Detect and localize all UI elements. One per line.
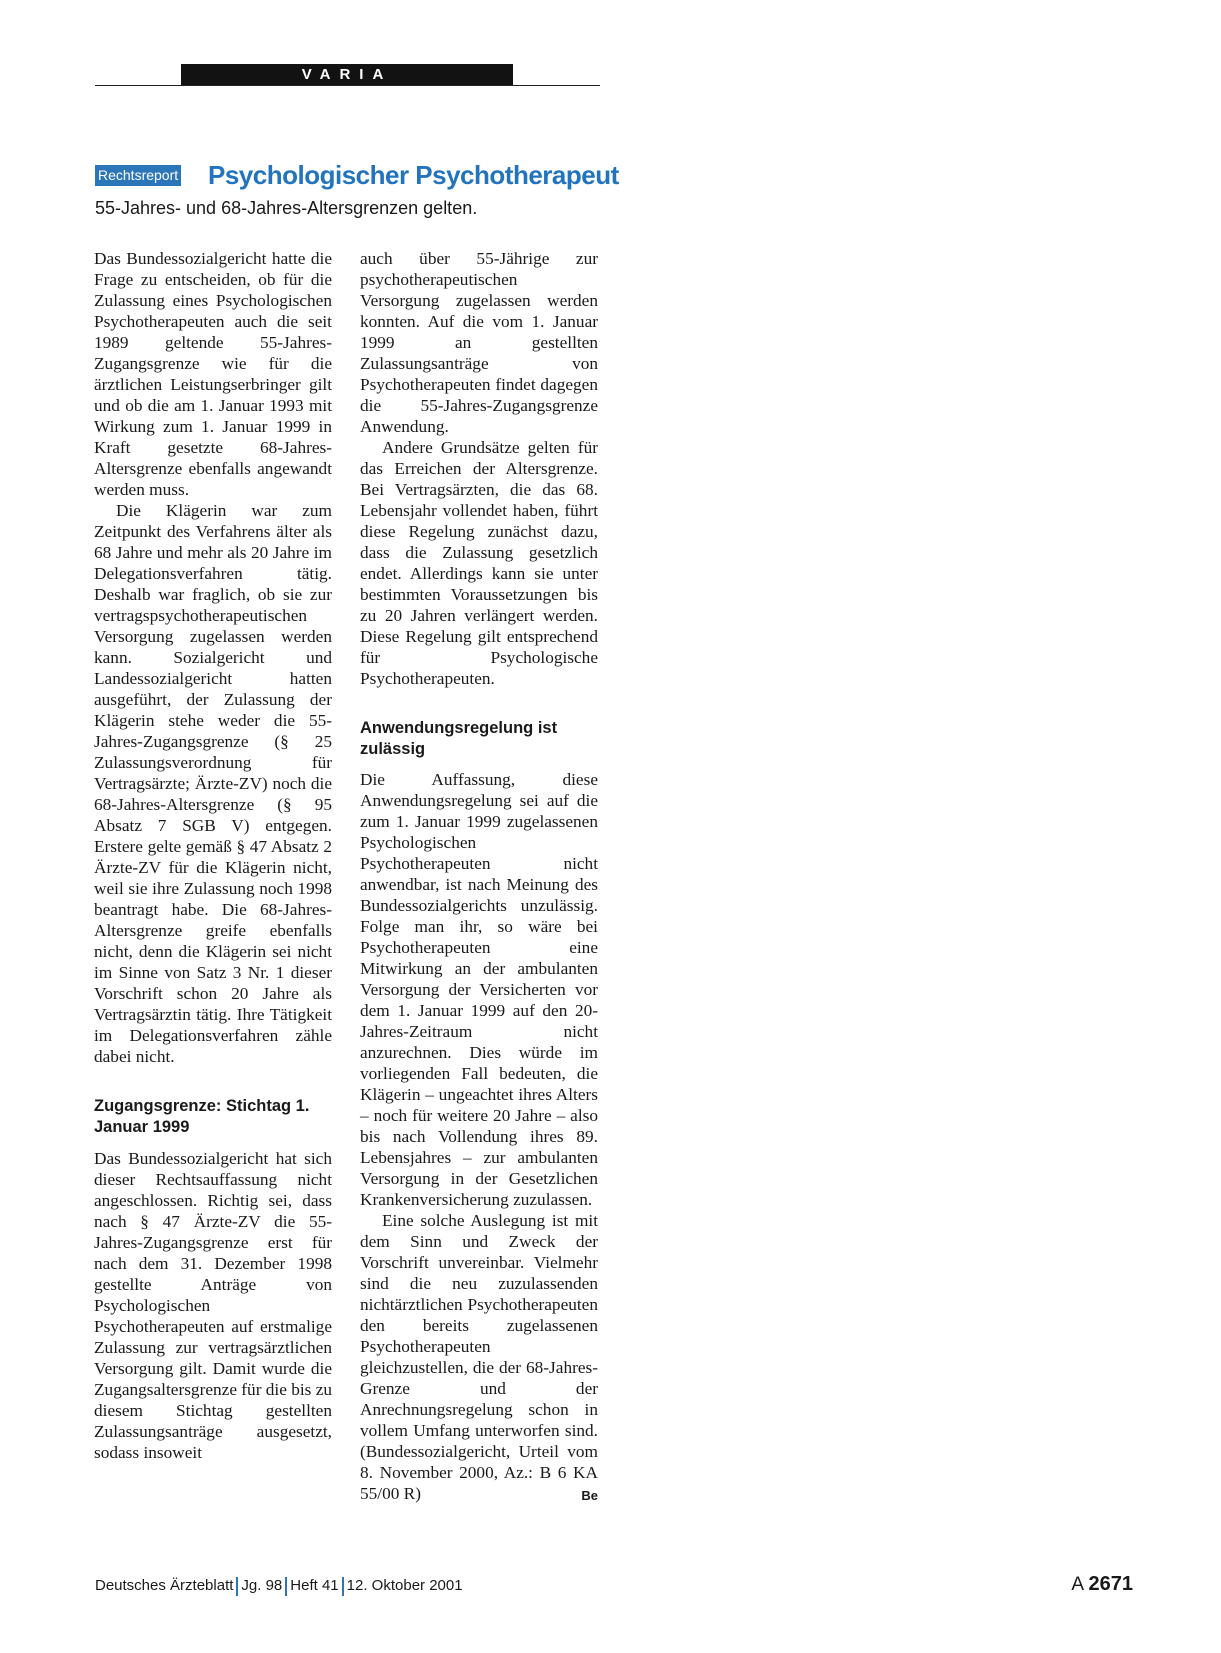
paragraph: Andere Grundsätze gelten für das Erreichen der Altersgrenze. Bei Vertragsärzten, die das 68. Lebensjahr vollendet haben, führt diese Regelung zunächst dazu, dass die Zulassung gesetzlich endet. Allerdings kann sie unter bestimmten Voraussetzungen bis zu 20 Jahren verlängert werden. Diese Regelung gilt entsprechend für Psychologische Psychotherapeuten. — [360, 438, 598, 688]
page-number-value: 2671 — [1088, 1573, 1133, 1595]
article-subtitle: 55-Jahres- und 68-Jahres-Altersgrenzen gelten. — [95, 198, 478, 218]
right-column — [360, 248, 598, 1506]
journal-name: Deutsches Ärzteblatt — [95, 1577, 234, 1594]
page-prefix: A — [1071, 1574, 1085, 1595]
issue-date: 12. Oktober 2001 — [346, 1577, 463, 1594]
paragraph: auch über 55-Jährige zur psychotherapeutischen Versorgung zugelassen werden konnten. Auf die vom 1. Januar 1999 an gestellten Zulassungsanträge von Psychotherapeuten findet dagegen die 55-Jahres-Zugangsgrenze Anwendung. — [360, 249, 598, 436]
footer-citation — [95, 1576, 463, 1596]
paragraph-text: Eine solche Auslegung ist mit dem Sinn und Zweck der Vorschrift unvereinbar. Vielmehr sind die neu zuzulassenden nichtärztlichen Psychotherapeuten den bereits zugelassenen Psychotherapeuten gleichzustellen, die der 68-Jahres-Grenze und der Anrechnungsregelung schon in vollem Umfang unterworfen sind. (Bundessozialgericht, Urteil vom 8. November 2000, Az.: B 6 KA 55/00 R) — [360, 1211, 598, 1503]
page-number — [1071, 1572, 1133, 1598]
rubric-badge: Rechtsreport — [95, 165, 181, 186]
separator — [236, 1577, 238, 1596]
volume: Jg. 98 — [241, 1577, 283, 1594]
paragraph: Die Auffassung, diese Anwendungsregelung sei auf die zum 1. Januar 1999 zugelassenen Psychologischen Psychotherapeuten nicht anwendbar, ist nach Meinung des Bundessozialgerichts unzulässig. Folge man ihr, so wäre bei Psychotherapeuten eine Mitwirkung an der ambulanten Versorgung der Versicherten vor dem 1. Januar 1999 auf den 20-Jahres-Zeitraum nicht anzurechnen. Dies würde im vorliegenden Fall bedeuten, die Klägerin – ungeachtet ihres Alters – noch für weitere 20 Jahre – also bis nach Vollendung ihres 89. Lebensjahres – zur ambulanten Versorgung in der Gesetzlichen Krankenversicherung zuzulassen. — [360, 770, 598, 1209]
separator — [285, 1577, 287, 1596]
header-rule — [95, 85, 600, 86]
separator — [342, 1577, 344, 1596]
left-column — [94, 248, 332, 1463]
paragraph: Das Bundessozialgericht hatte die Frage zu entscheiden, ob für die Zulassung eines Psychologischen Psychotherapeuten auch die seit 1989 geltende 55-Jahres-Zugangsgrenze wie für die ärztlichen Leistungserbringer gilt und ob die am 1. Januar 1993 mit Wirkung zum 1. Januar 1999 in Kraft gesetzte 68-Jahres-Altersgrenze ebenfalls angewandt werden muss. — [94, 249, 332, 499]
section-heading: Anwendungsregelung ist zulässig — [360, 719, 558, 758]
article-title: Psychologischer Psychotherapeut — [208, 160, 619, 190]
paragraph — [360, 1210, 598, 1504]
author-initials: Be — [581, 1488, 598, 1503]
section-label: VARIA — [181, 64, 513, 85]
section-heading: Zugangsgrenze: Stichtag 1. Januar 1999 — [94, 1097, 310, 1136]
issue: Heft 41 — [290, 1577, 339, 1594]
paragraph: Die Klägerin war zum Zeitpunkt des Verfahrens älter als 68 Jahre und mehr als 20 Jahre im Delegationsverfahren tätig. Deshalb war fraglich, ob sie zur vertragspsychotherapeutischen Versorgung zugelassen werden kann. Sozialgericht und Landessozialgericht hatten ausgeführt, der Zulassung der Klägerin stehe weder die 55-Jahres-Zugangsgrenze (§ 25 Zulassungsverordnung für Vertragsärzte; Ärzte-ZV) noch die 68-Jahres-Altersgrenze (§ 95 Absatz 7 SGB V) entgegen. Erstere gelte gemäß § 47 Absatz 2 Ärzte-ZV für die Klägerin nicht, weil sie ihre Zulassung noch 1998 beantragt habe. Die 68-Jahres-Altersgrenze greife ebenfalls nicht, denn die Klägerin sei nicht im Sinne von Satz 3 Nr. 1 dieser Vorschrift schon 20 Jahre als Vertragsärztin tätig. Ihre Tätigkeit im Delegationsverfahren zähle dabei nicht. — [94, 501, 332, 1066]
paragraph: Das Bundessozialgericht hat sich dieser Rechtsauffassung nicht angeschlossen. Richtig sei, dass nach § 47 Ärzte-ZV die 55-Jahres-Zugangsgrenze erst für nach dem 31. Dezember 1998 gestellte Anträge von Psychologischen Psychotherapeuten auf erstmalige Zulassung zur vertragsärztlichen Versorgung gilt. Damit wurde die Zugangsaltersgrenze für die bis zu diesem Stichtag gestellten Zulassungsanträge ausgesetzt, sodass insoweit — [94, 1149, 333, 1462]
